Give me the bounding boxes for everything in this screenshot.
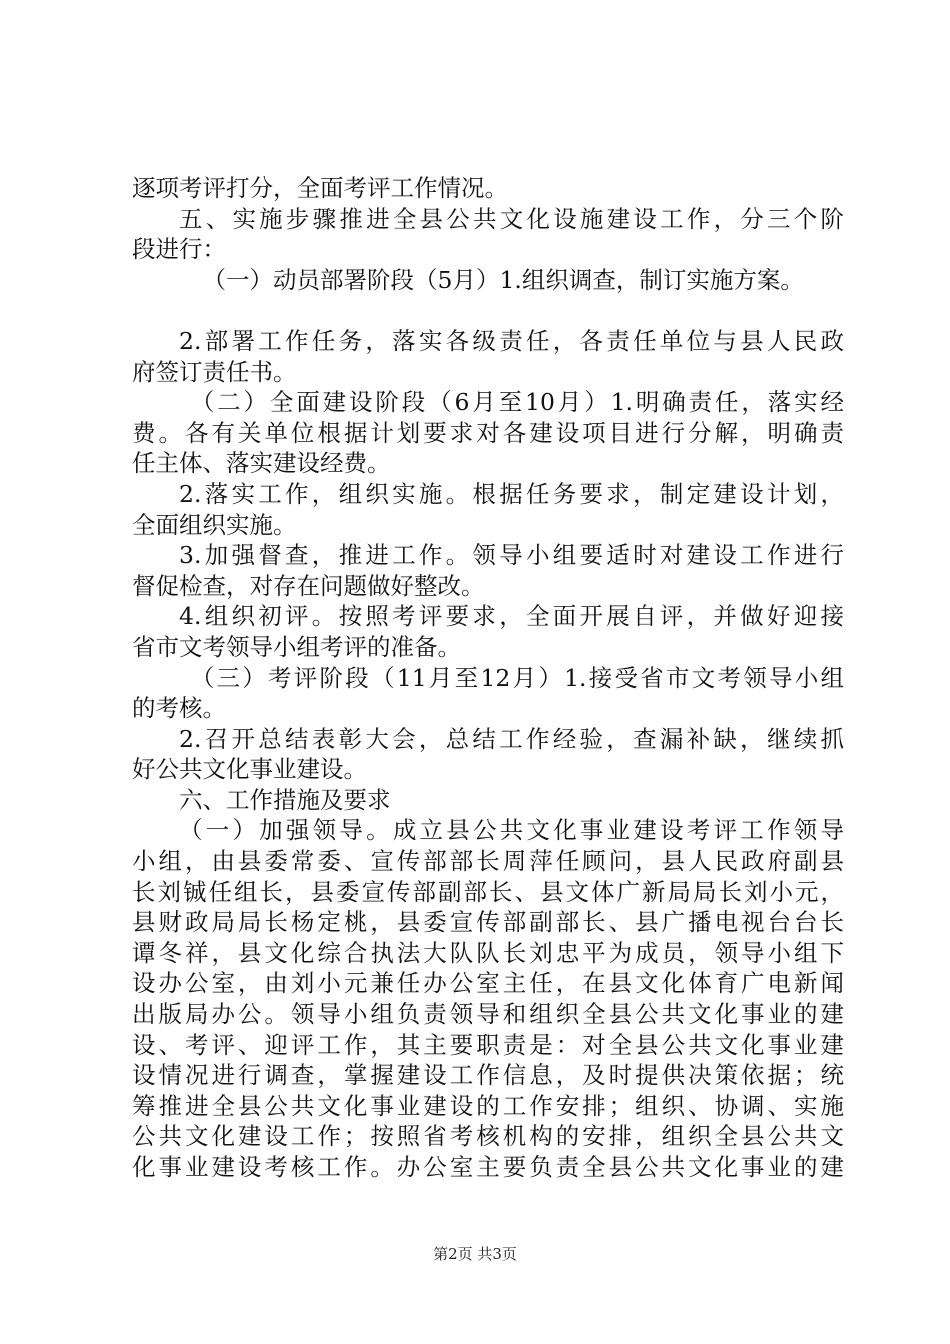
- paragraph: [132, 724, 844, 785]
- paragraph: [132, 663, 844, 724]
- paragraph-line: 化事业建设考核工作。办公室主要负责全县公共文化事业的建: [132, 1153, 844, 1181]
- paragraph-line: 好公共文化事业建设。: [132, 755, 367, 784]
- paragraph: [132, 540, 844, 601]
- paragraph-line: 任主体、落实建设经费。: [132, 449, 391, 478]
- paragraph: [132, 815, 844, 1182]
- paragraph-line: 小组，由县委常委、宣传部部长周萍任顾问，县人民政府副县: [132, 847, 844, 876]
- paragraph: [132, 601, 844, 662]
- paragraph-line: 六、工作措施及要求: [179, 785, 391, 814]
- paragraph-line: 设、考评、迎评工作，其主要职责是：对全县公共文化事业建: [132, 1030, 844, 1059]
- paragraph-line: 公共文化建设工作；按照省考核机构的安排，组织全县公共文: [132, 1122, 844, 1151]
- paragraph-line: 设办公室，由刘小元兼任办公室主任，在县文化体育广电新闻: [132, 969, 844, 998]
- document-body: [132, 173, 844, 1183]
- paragraph-line: 2.落实工作，组织实施。根据任务要求，制定建设计划，: [179, 479, 844, 508]
- paragraph-line: 省市文考领导小组考评的准备。: [132, 632, 461, 661]
- paragraph-line: 谭冬祥，县文化综合执法大队队长刘忠平为成员，领导小组下: [132, 938, 844, 967]
- paragraph-line: 费。各有关单位根据计划要求对各建设项目进行分解，明确责: [132, 418, 844, 447]
- paragraph-line: 全面组织实施。: [132, 510, 297, 539]
- paragraph-line: 3.加强督查，推进工作。领导小组要适时对建设工作进行: [179, 541, 844, 570]
- paragraph-line: 逐项考评打分，全面考评工作情况。: [132, 174, 508, 202]
- paragraph-line: 的考核。: [132, 694, 226, 723]
- paragraph-line: 4.组织初评。按照考评要求，全面开展自评，并做好迎接: [179, 602, 844, 631]
- paragraph: [132, 173, 844, 204]
- paragraph-line: 五、实施步骤推进全县公共文化设施建设工作，分三个阶: [179, 204, 844, 233]
- paragraph-line: 设情况进行调查，掌握建设工作信息，及时提供决策依据；统: [132, 1061, 844, 1090]
- paragraph-line: 段进行：: [132, 235, 226, 264]
- page-footer: [0, 1243, 950, 1264]
- paragraph: [132, 479, 844, 540]
- paragraph-line: 长刘铖任组长，县委宣传部副部长、县文体广新局局长刘小元，: [132, 877, 844, 906]
- page-number-label: 第2页 共3页: [433, 1245, 517, 1263]
- paragraph-line: 县财政局局长杨定桃，县委宣传部副部长、县广播电视台台长: [132, 908, 844, 937]
- paragraph-line: （二）全面建设阶段（6月至10月）1.明确责任，落实经: [190, 388, 844, 417]
- paragraph: [132, 204, 844, 265]
- paragraph: [132, 387, 844, 479]
- paragraph-line: 筹推进全县公共文化事业建设的工作安排；组织、协调、实施: [132, 1091, 844, 1120]
- paragraph-line: 督促检查，对存在问题做好整改。: [132, 571, 485, 600]
- paragraph-line: 府签订责任书。: [132, 357, 297, 386]
- paragraph-line: （三）考评阶段（11月至12月）1.接受省市文考领导小组: [190, 663, 844, 692]
- paragraph-line: 出版局办公。领导小组负责领导和组织全县公共文化事业的建: [132, 1000, 844, 1029]
- paragraph-line: （一）动员部署阶段（5月）1.组织调查，制订实施方案。: [202, 265, 804, 294]
- paragraph: [132, 265, 844, 296]
- paragraph-line: （一）加强领导。成立县公共文化事业建设考评工作领导: [179, 816, 844, 845]
- paragraph-line: 2.召开总结表彰大会，总结工作经验，查漏补缺，继续抓: [179, 724, 844, 753]
- paragraph: [132, 785, 844, 816]
- paragraph-spacer: [132, 295, 844, 326]
- paragraph-line: 2.部署工作任务，落实各级责任，各责任单位与县人民政: [179, 326, 844, 355]
- paragraph: [132, 326, 844, 387]
